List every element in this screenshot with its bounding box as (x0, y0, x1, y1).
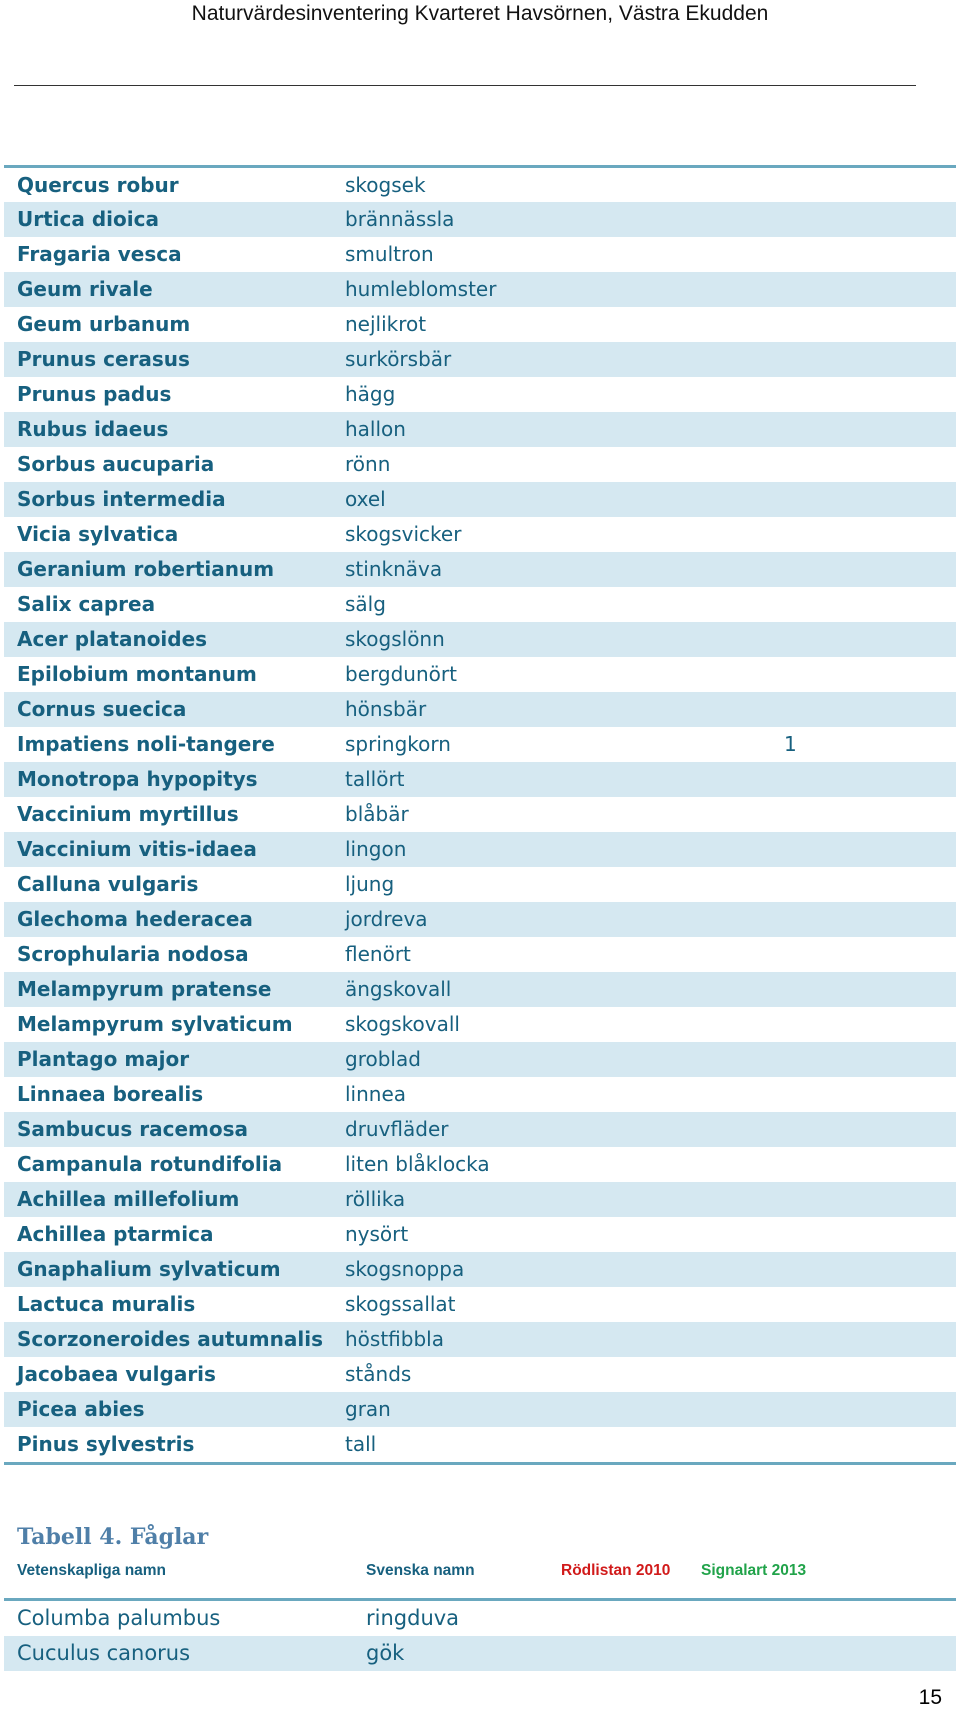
scientific-name: Melampyrum sylvaticum (17, 1012, 293, 1036)
scientific-name: Scorzoneroides autumnalis (17, 1327, 323, 1351)
scientific-name: Urtica dioica (17, 207, 159, 231)
swedish-name: höstfibbla (345, 1327, 444, 1351)
scientific-name: Vicia sylvatica (17, 522, 179, 546)
table-4-header-row (4, 1560, 956, 1582)
swedish-name: ringduva (366, 1606, 460, 1630)
table-row (4, 1147, 956, 1182)
scientific-name: Prunus cerasus (17, 347, 190, 371)
header-signal-species-2013: Signalart 2013 (701, 1562, 807, 1579)
table-row (4, 1077, 956, 1112)
table-row (4, 587, 956, 622)
swedish-name: blåbär (345, 802, 409, 826)
scientific-name: Geum urbanum (17, 312, 191, 336)
page-number: 15 (918, 1686, 942, 1709)
swedish-name: skogslönn (345, 627, 445, 651)
swedish-name: ängskovall (345, 977, 452, 1001)
table-row (4, 1427, 956, 1462)
plant-species-table (4, 165, 956, 1465)
scientific-name: Epilobium montanum (17, 662, 257, 686)
swedish-name: stånds (345, 1362, 412, 1386)
table-row (4, 797, 956, 832)
header-scientific-names: Vetenskapliga namn (17, 1562, 167, 1579)
scientific-name: Achillea ptarmica (17, 1222, 214, 1246)
table-row (4, 1322, 956, 1357)
scientific-name: Scrophularia nodosa (17, 942, 249, 966)
table-row (4, 168, 956, 202)
table-row (4, 1217, 956, 1252)
table-row (4, 1392, 956, 1427)
table-row (4, 762, 956, 797)
swedish-name: smultron (345, 242, 434, 266)
page-header-title: Naturvärdesinventering Kvarteret Havsörnen, Västra Ekudden (191, 2, 769, 25)
scientific-name: Rubus idaeus (17, 417, 169, 441)
scientific-name: Fragaria vesca (17, 242, 182, 266)
table-row (4, 272, 956, 307)
swedish-name: linnea (345, 1082, 407, 1106)
swedish-name: rönn (345, 452, 391, 476)
scientific-name: Lactuca muralis (17, 1292, 196, 1316)
swedish-name: druvfläder (345, 1117, 449, 1141)
scientific-name: Impatiens noli-tangere (17, 732, 275, 756)
scientific-name: Achillea millefolium (17, 1187, 240, 1211)
swedish-name: tallört (345, 767, 405, 791)
table-4-title: Tabell 4. Fåglar (17, 1524, 209, 1550)
table-row (4, 1636, 956, 1671)
scientific-name: Gnaphalium sylvaticum (17, 1257, 281, 1281)
scientific-name: Quercus robur (17, 173, 179, 197)
scientific-name: Calluna vulgaris (17, 872, 199, 896)
table-row (4, 237, 956, 272)
table-row (4, 447, 956, 482)
table-row (4, 202, 956, 237)
table-row (4, 1252, 956, 1287)
swedish-name: hallon (345, 417, 406, 441)
swedish-name: lingon (345, 837, 407, 861)
table-row (4, 412, 956, 447)
scientific-name: Picea abies (17, 1397, 145, 1421)
swedish-name: jordreva (345, 907, 428, 931)
table-row (4, 482, 956, 517)
swedish-name: skogskovall (345, 1012, 460, 1036)
swedish-name: ljung (345, 872, 395, 896)
scientific-name: Salix caprea (17, 592, 156, 616)
header-swedish-names: Svenska namn (366, 1562, 475, 1579)
table-row (4, 727, 956, 762)
redlist-value: 1 (784, 732, 797, 756)
swedish-name: gran (345, 1397, 391, 1421)
swedish-name: skogsnoppa (345, 1257, 465, 1281)
table-row (4, 972, 956, 1007)
scientific-name: Sambucus racemosa (17, 1117, 249, 1141)
swedish-name: nejlikrot (345, 312, 427, 336)
table-row (4, 1357, 956, 1392)
header-redlist-2010: Rödlistan 2010 (561, 1562, 671, 1579)
scientific-name: Jacobaea vulgaris (17, 1362, 216, 1386)
swedish-name: surkörsbär (345, 347, 452, 371)
table-row (4, 902, 956, 937)
swedish-name: hägg (345, 382, 396, 406)
table-row (4, 692, 956, 727)
swedish-name: humleblomster (345, 277, 497, 301)
scientific-name: Acer platanoides (17, 627, 208, 651)
table-row (4, 1182, 956, 1217)
swedish-name: gök (366, 1641, 405, 1665)
scientific-name: Sorbus aucuparia (17, 452, 215, 476)
table-row (4, 342, 956, 377)
swedish-name: skogsvicker (345, 522, 462, 546)
scientific-name: Glechoma hederacea (17, 907, 253, 931)
swedish-name: skogssallat (345, 1292, 456, 1316)
table-row (4, 1042, 956, 1077)
bird-species-table (4, 1598, 956, 1671)
table-row (4, 1112, 956, 1147)
scientific-name: Sorbus intermedia (17, 487, 226, 511)
table-row (4, 552, 956, 587)
swedish-name: springkorn (345, 732, 451, 756)
scientific-name: Vaccinium vitis-idaea (17, 837, 257, 861)
table-row (4, 622, 956, 657)
table-row (4, 1601, 956, 1636)
scientific-name: Columba palumbus (17, 1606, 221, 1630)
swedish-name: sälg (345, 592, 386, 616)
table-row (4, 517, 956, 552)
table-row (4, 1007, 956, 1042)
table-row (4, 832, 956, 867)
swedish-name: brännässla (345, 207, 455, 231)
scientific-name: Cornus suecica (17, 697, 187, 721)
swedish-name: stinknäva (345, 557, 443, 581)
swedish-name: groblad (345, 1047, 421, 1071)
swedish-name: tall (345, 1432, 377, 1456)
scientific-name: Geranium robertianum (17, 557, 275, 581)
swedish-name: nysört (345, 1222, 409, 1246)
swedish-name: skogsek (345, 173, 426, 197)
scientific-name: Prunus padus (17, 382, 172, 406)
scientific-name: Geum rivale (17, 277, 153, 301)
scientific-name: Monotropa hypopitys (17, 767, 258, 791)
table-row (4, 657, 956, 692)
scientific-name: Campanula rotundifolia (17, 1152, 283, 1176)
scientific-name: Linnaea borealis (17, 1082, 204, 1106)
swedish-name: oxel (345, 487, 386, 511)
scientific-name: Plantago major (17, 1047, 190, 1071)
swedish-name: bergdunört (345, 662, 457, 686)
swedish-name: röllika (345, 1187, 406, 1211)
swedish-name: flenört (345, 942, 411, 966)
table-row (4, 307, 956, 342)
scientific-name: Melampyrum pratense (17, 977, 272, 1001)
table-row (4, 937, 956, 972)
header-divider (14, 85, 916, 86)
scientific-name: Pinus sylvestris (17, 1432, 195, 1456)
scientific-name: Cuculus canorus (17, 1641, 191, 1665)
table-row (4, 377, 956, 412)
scientific-name: Vaccinium myrtillus (17, 802, 239, 826)
swedish-name: hönsbär (345, 697, 427, 721)
swedish-name: liten blåklocka (345, 1152, 490, 1176)
table-row (4, 867, 956, 902)
table-row (4, 1287, 956, 1322)
